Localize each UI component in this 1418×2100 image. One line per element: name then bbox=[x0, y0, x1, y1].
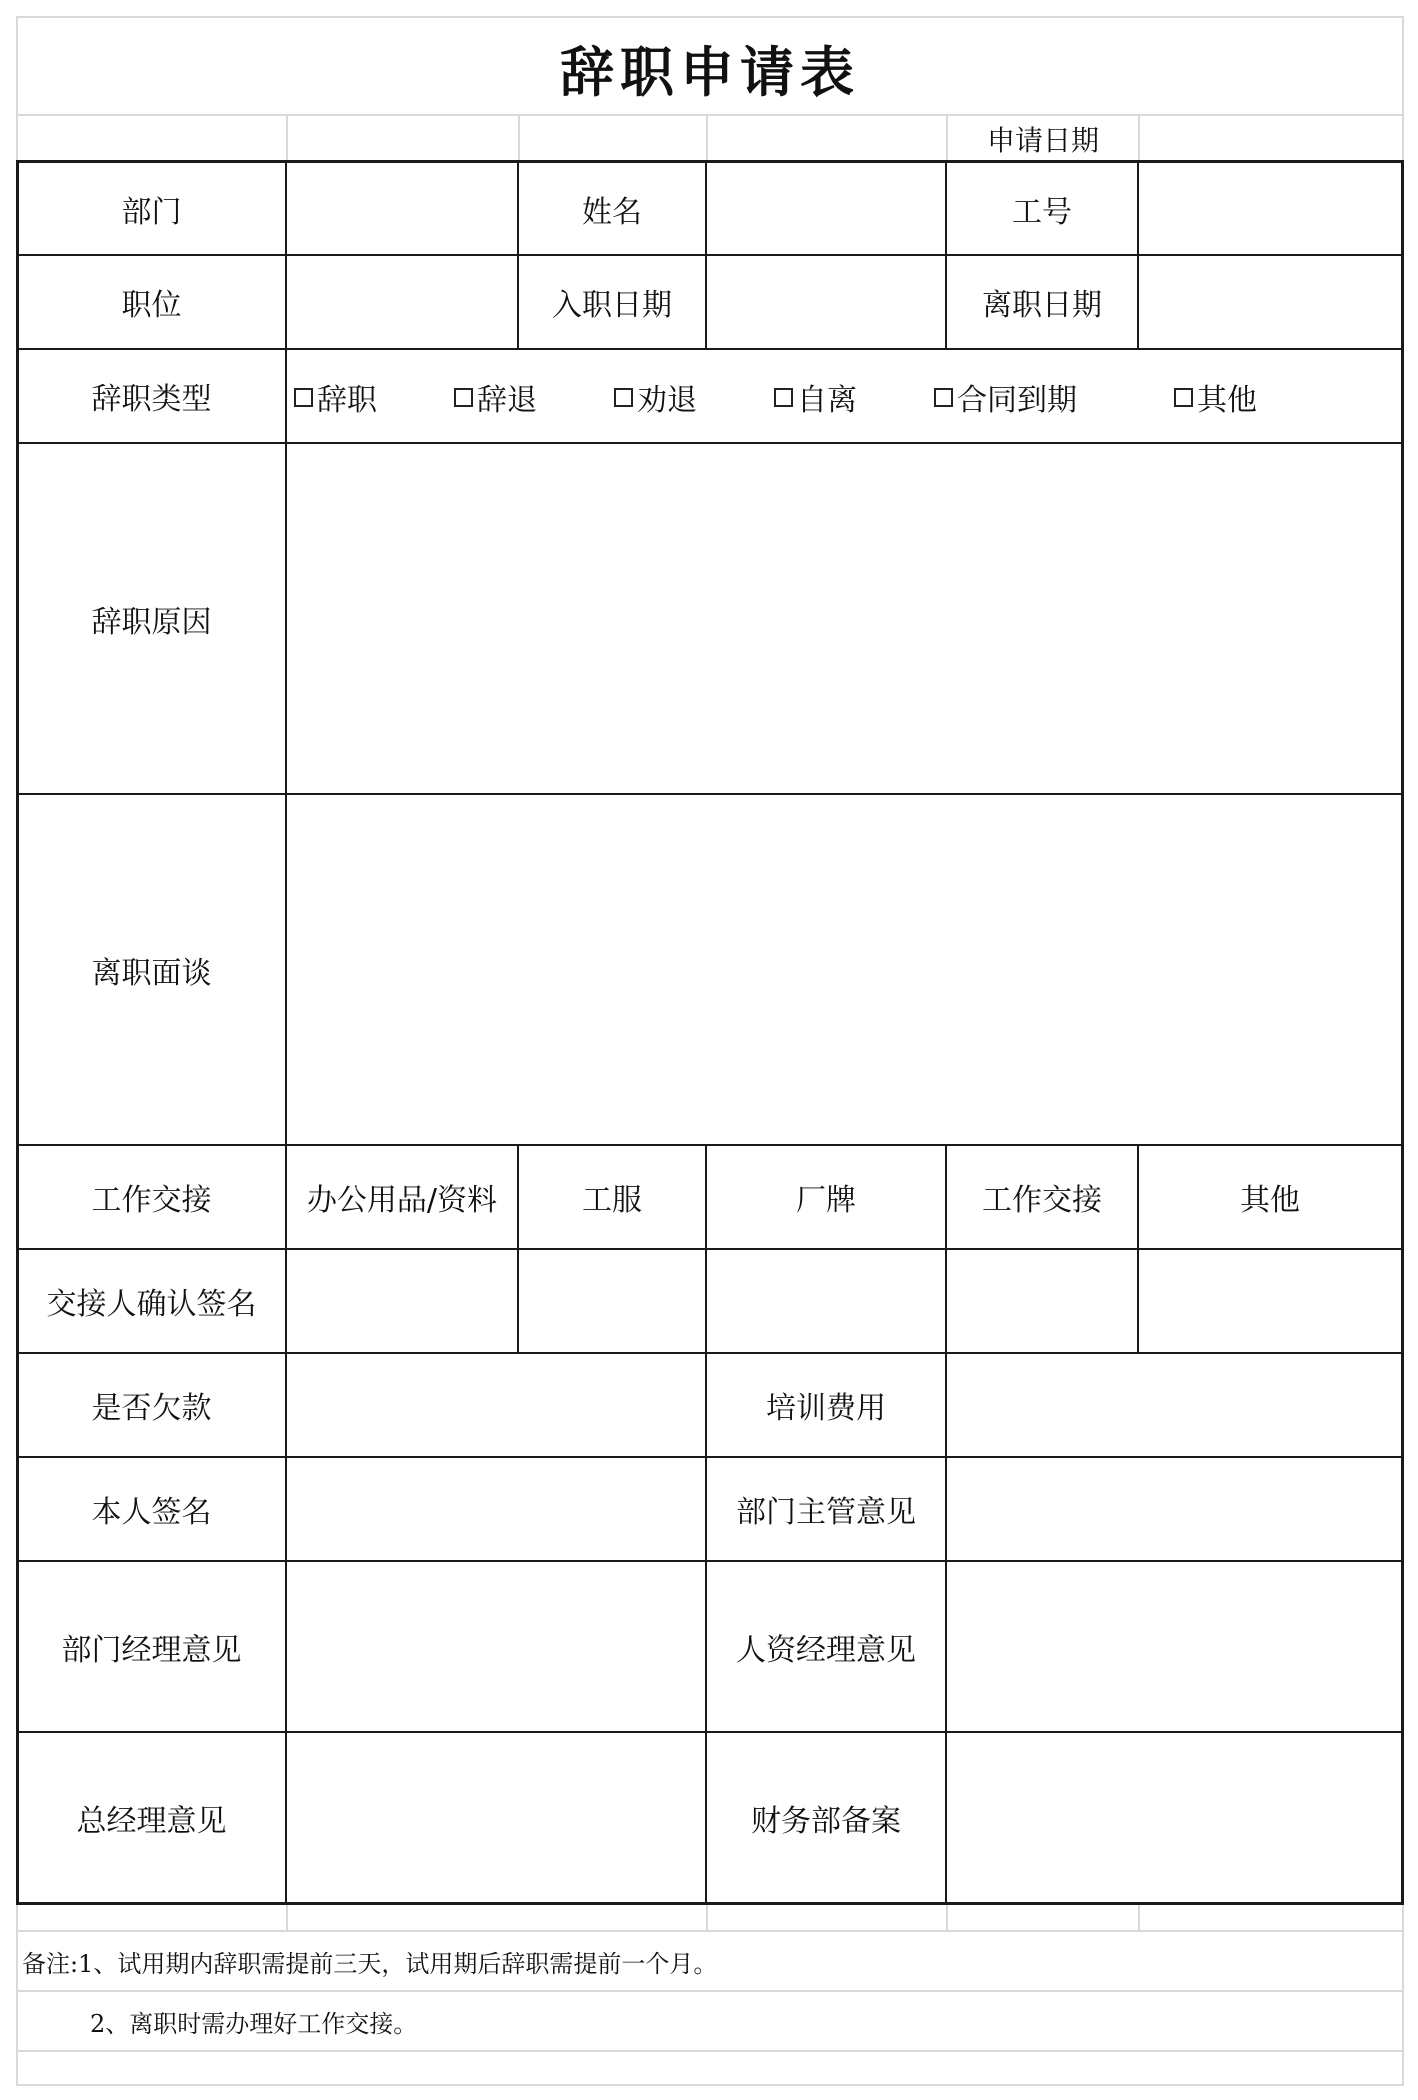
grid-col-2 bbox=[518, 114, 520, 162]
table-line-v bbox=[1401, 160, 1404, 1905]
finance-record-label: 财务部备案 bbox=[751, 1803, 901, 1839]
handover-item: 办公用品/资料 bbox=[306, 1183, 498, 1218]
resign-type-option[interactable] bbox=[1174, 350, 1257, 444]
exit-interview-label: 离职面谈 bbox=[91, 955, 212, 991]
grid-col-5b bbox=[1138, 1904, 1140, 1930]
exit-interview-field[interactable] bbox=[287, 795, 1401, 1144]
department-label: 部门 bbox=[121, 194, 182, 230]
grid-col-1 bbox=[286, 114, 288, 162]
table-line-h bbox=[16, 1902, 1404, 1905]
hr-manager-opinion-field[interactable] bbox=[947, 1562, 1401, 1731]
training-fee-label: 培训费用 bbox=[766, 1391, 886, 1426]
hire-date-label: 入职日期 bbox=[552, 288, 672, 323]
gm-opinion-field[interactable] bbox=[287, 1733, 705, 1902]
checkbox-icon[interactable] bbox=[1174, 388, 1193, 407]
hire-date-field[interactable] bbox=[707, 256, 945, 348]
grid-col-1b bbox=[286, 1904, 288, 1930]
handover-sign-field[interactable] bbox=[947, 1250, 1137, 1352]
handover-sign-field[interactable] bbox=[519, 1250, 705, 1352]
self-sign-label: 本人签名 bbox=[91, 1495, 212, 1530]
finance-record-field[interactable] bbox=[947, 1733, 1401, 1902]
gm-opinion-label: 总经理意见 bbox=[76, 1803, 227, 1839]
resign-reason-field[interactable] bbox=[287, 444, 1401, 793]
resign-type-label: 辞职类型 bbox=[91, 382, 212, 417]
position-label: 职位 bbox=[121, 288, 182, 323]
handover-label: 工作交接 bbox=[91, 1183, 212, 1218]
training-fee-field[interactable] bbox=[947, 1354, 1401, 1456]
grid-top bbox=[16, 16, 1404, 18]
apply-date-label: 申请日期 bbox=[986, 124, 1099, 157]
self-sign-field[interactable] bbox=[287, 1458, 705, 1560]
note-line-1: 备注:1、试用期内辞职需提前三天，试用期后辞职需提前一个月。 bbox=[22, 1949, 718, 1978]
handover-item: 工服 bbox=[582, 1183, 642, 1218]
employee-id-field[interactable] bbox=[1139, 163, 1401, 254]
option-label: 辞退 bbox=[477, 383, 537, 418]
option-label: 其他 bbox=[1197, 383, 1257, 418]
resign-type-option[interactable] bbox=[934, 350, 1077, 444]
checkbox-icon[interactable] bbox=[774, 388, 793, 407]
name-field[interactable] bbox=[707, 163, 945, 254]
option-label: 劝退 bbox=[637, 383, 697, 418]
resign-type-option[interactable] bbox=[294, 350, 377, 444]
checkbox-icon[interactable] bbox=[454, 388, 473, 407]
supervisor-opinion-label: 部门主管意见 bbox=[736, 1495, 916, 1530]
leave-date-label: 离职日期 bbox=[982, 288, 1102, 323]
employee-id-label: 工号 bbox=[1012, 194, 1072, 230]
checkbox-icon[interactable] bbox=[614, 388, 633, 407]
dept-manager-opinion-field[interactable] bbox=[287, 1562, 705, 1731]
name-label: 姓名 bbox=[582, 194, 642, 230]
checkbox-icon[interactable] bbox=[294, 388, 313, 407]
form-title: 辞职申请表 bbox=[560, 39, 860, 104]
department-field[interactable] bbox=[287, 163, 517, 254]
position-field[interactable] bbox=[287, 256, 517, 348]
grid-note-bottom2 bbox=[16, 2084, 1404, 2086]
grid-note-bottom bbox=[16, 2050, 1404, 2052]
resign-reason-label: 辞职原因 bbox=[91, 604, 212, 640]
checkbox-icon[interactable] bbox=[934, 388, 953, 407]
handover-item: 其他 bbox=[1240, 1183, 1300, 1218]
leave-date-field[interactable] bbox=[1139, 256, 1401, 348]
grid-col-4b bbox=[946, 1904, 948, 1930]
grid-col-3 bbox=[706, 114, 708, 162]
grid-col-3b bbox=[706, 1904, 708, 1930]
handover-item: 工作交接 bbox=[982, 1183, 1102, 1218]
option-label: 合同到期 bbox=[957, 383, 1077, 418]
supervisor-opinion-field[interactable] bbox=[947, 1458, 1401, 1560]
handover-sign-field[interactable] bbox=[1139, 1250, 1401, 1352]
apply-date-field[interactable] bbox=[1140, 116, 1402, 162]
handover-sign-field[interactable] bbox=[287, 1250, 517, 1352]
handover-confirm-label: 交接人确认签名 bbox=[46, 1287, 257, 1322]
handover-item: 厂牌 bbox=[796, 1183, 856, 1218]
option-label: 自离 bbox=[797, 383, 857, 418]
hr-manager-opinion-label: 人资经理意见 bbox=[736, 1632, 916, 1668]
option-label: 辞职 bbox=[317, 383, 377, 418]
resign-type-option[interactable] bbox=[774, 350, 857, 444]
debt-field[interactable] bbox=[287, 1354, 705, 1456]
note-line-2: 2、离职时需办理好工作交接。 bbox=[90, 2009, 418, 2038]
resign-type-option[interactable] bbox=[454, 350, 537, 444]
dept-manager-opinion-label: 部门经理意见 bbox=[61, 1632, 242, 1668]
resign-type-option[interactable] bbox=[614, 350, 697, 444]
handover-sign-field[interactable] bbox=[707, 1250, 945, 1352]
debt-label: 是否欠款 bbox=[91, 1391, 212, 1426]
